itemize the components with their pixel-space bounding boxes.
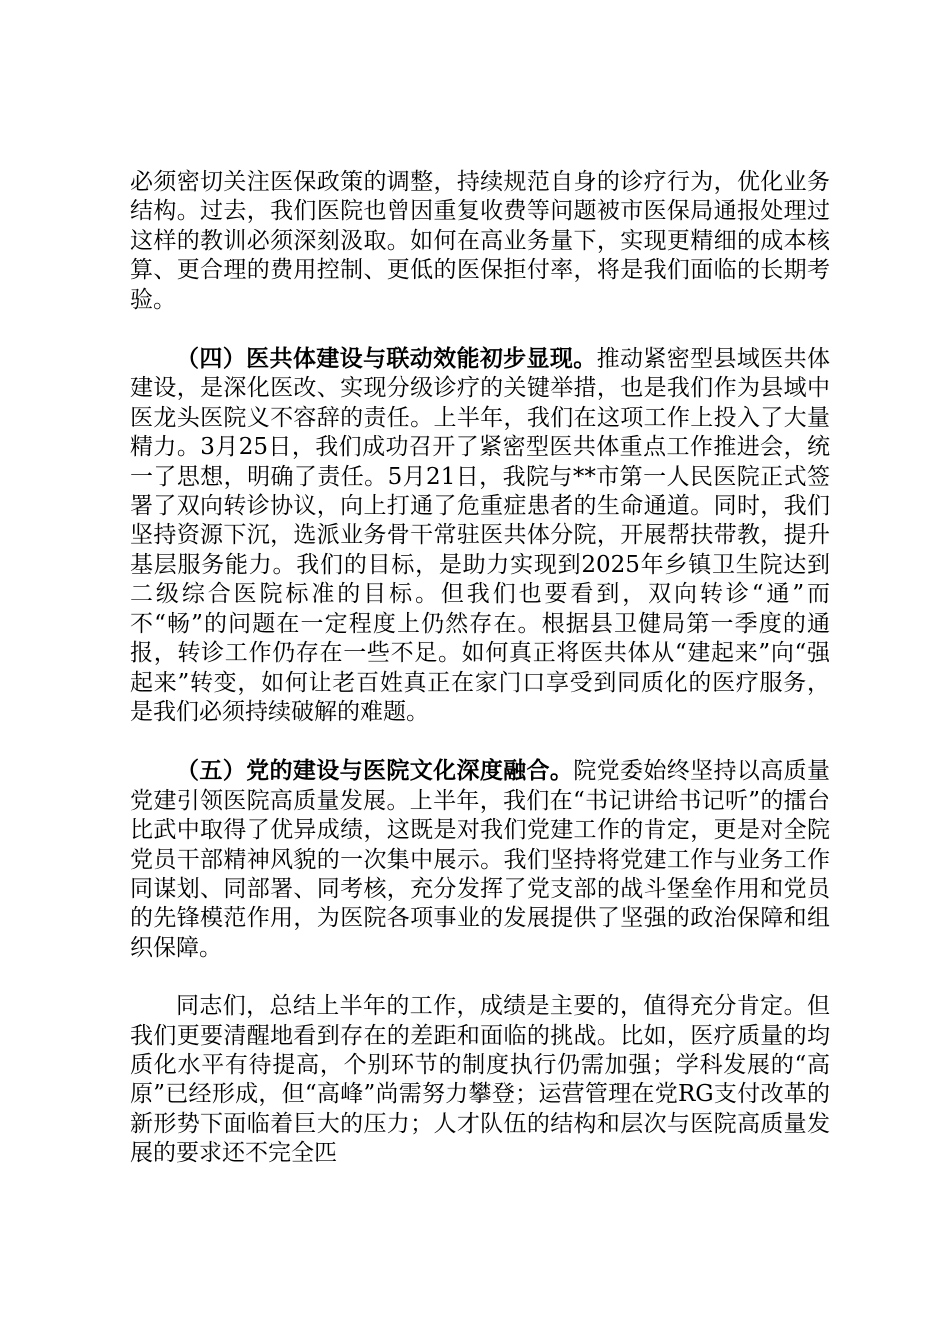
paragraph-text: 推动紧密型县域医共体建设，是深化医改、实现分级诊疗的关键举措，也是我们作为县域中医龙头医院义不容辞的责任。上半年，我们在这项工作上投入了大量精力。3月25日，我们成功召开了紧密型医共体重点工作推进会，统一了思想，明确了责任。5月21日，我院与**市第一人民医院正式签署了双向转诊协议，向上打通了危重症患者的生命通道。同时，我们坚持资源下沉，选派业务骨干常驻医共体分院，开展帮扶带教，提升基层服务能力。我们的目标，是助力实现到2025年乡镇卫生院达到二级综合医院标准的目标。但我们也要看到，双向转诊“通”而不“畅”的问题在一定程度上仍然存在。根据县卫健局第一季度的通报，转诊工作仍存在一些不足。如何真正将医共体从“建起来”向“强起来”转变，如何让老百姓真正在家门口享受到同质化的医疗服务，是我们必须持续破解的难题。 <box>130 346 831 725</box>
paragraph-party-building <box>130 756 830 963</box>
paragraph-gap <box>130 727 830 756</box>
paragraph-gap <box>130 315 830 344</box>
paragraph-summary <box>130 992 830 1168</box>
section-heading-5: （五）党的建设与医院文化深度融合。 <box>176 757 574 785</box>
paragraph-medical-community <box>130 344 830 727</box>
paragraph-gap <box>130 963 830 992</box>
paragraph-text: 必须密切关注医保政策的调整，持续规范自身的诊疗行为，优化业务结构。过去，我们医院也曾因重复收费等问题被市医保局通报处理过这样的教训必须深刻汲取。如何在高业务量下，实现更精细的成本核算、更合理的费用控制、更低的医保拒付率，将是我们面临的长期考验。 <box>130 169 830 313</box>
paragraph-medical-insurance <box>130 168 830 315</box>
paragraph-text: 院党委始终坚持以高质量党建引领医院高质量发展。上半年，我们在“书记讲给书记听”的擂台比武中取得了优异成绩，这既是对我们党建工作的肯定，更是对全院党员干部精神风貌的一次集中展示。我们坚持将党建工作与业务工作同谋划、同部署、同考核，充分发挥了党支部的战斗堡垒作用和党员的先锋模范作用，为医院各项事业的发展提供了坚强的政治保障和组织保障。 <box>130 758 831 961</box>
paragraph-text: 同志们，总结上半年的工作，成绩是主要的，值得充分肯定。但我们更要清醒地看到存在的差距和面临的挑战。比如，医疗质量的均质化水平有待提高，个别环节的制度执行仍需加强；学科发展的“高原”已经形成，但“高峰”尚需努力攀登；运营管理在党RG支付改革的新形势下面临着巨大的压力；人才队伍的结构和层次与医院高质量发展的要求还不完全匹 <box>130 993 830 1167</box>
document-body <box>130 168 830 1169</box>
section-heading-4: （四）医共体建设与联动效能初步显现。 <box>176 345 597 373</box>
